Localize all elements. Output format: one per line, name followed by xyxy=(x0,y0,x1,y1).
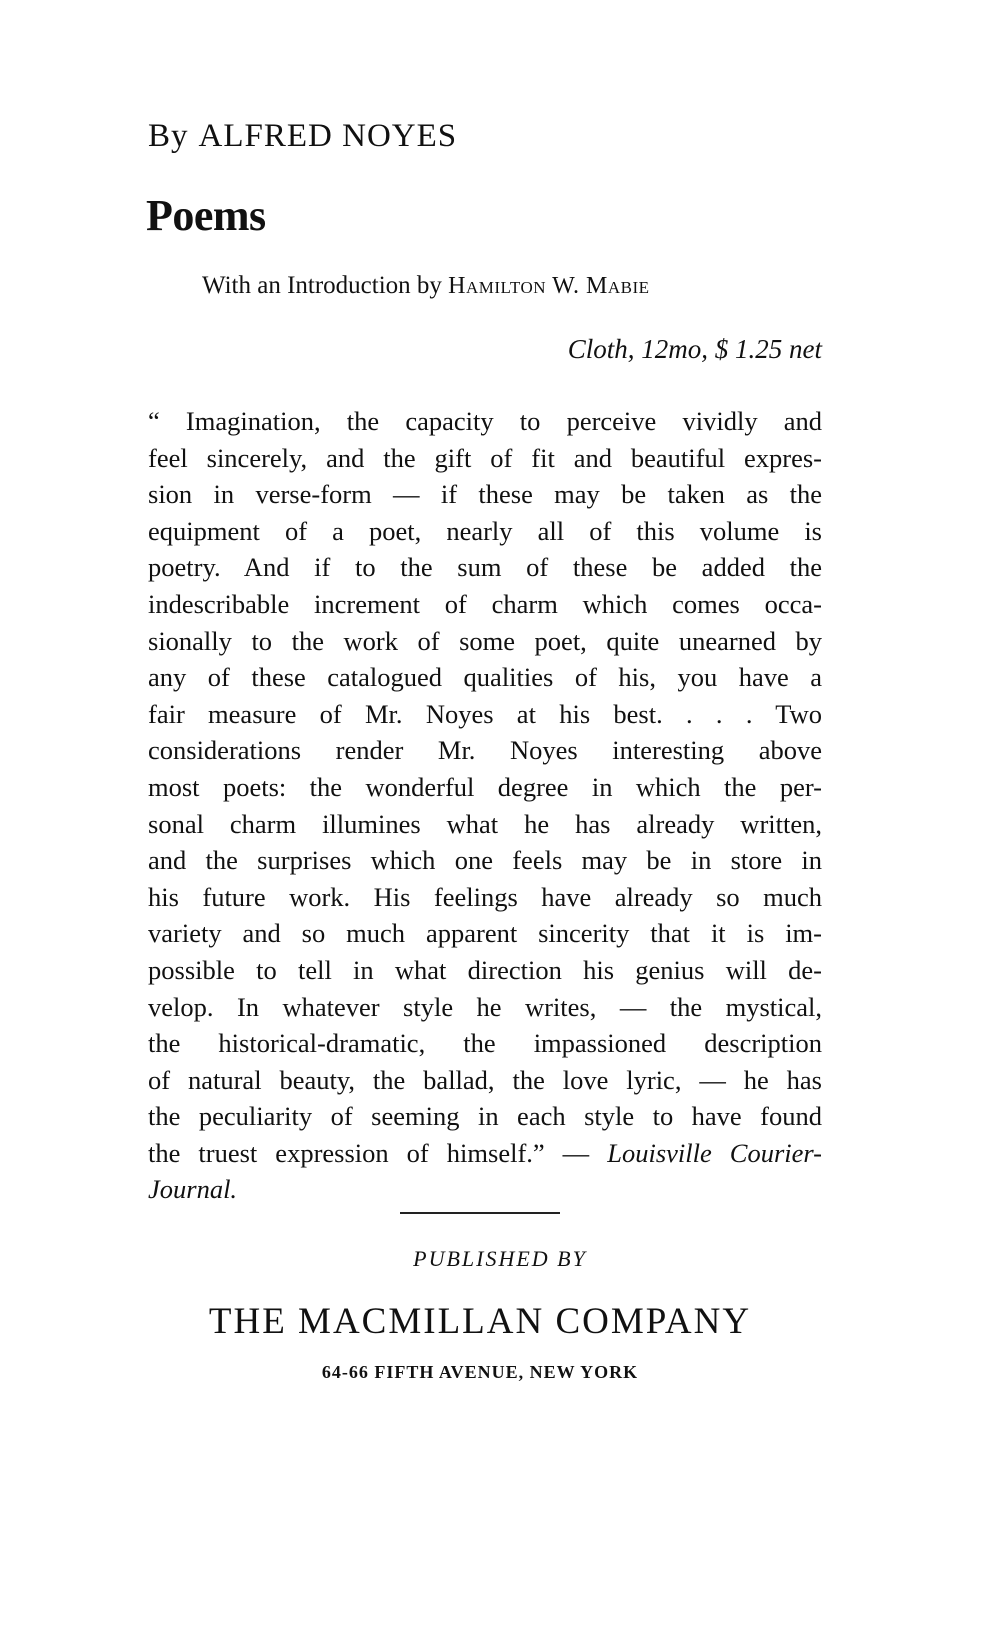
quote-line: sion in verse-form — if these may be taken as the xyxy=(148,479,822,510)
quote-line: “ Imagination, the capacity to perceive vividly and xyxy=(148,406,822,436)
quote-line: fair measure of Mr. Noyes at his best. . . . Two xyxy=(148,698,822,729)
quote-line: poetry. And if to the sum of these be added the xyxy=(148,552,822,583)
published-by-label: PUBLISHED BY xyxy=(413,1246,587,1271)
quote-source: Louisville Courier- xyxy=(607,1137,822,1168)
introduction-line xyxy=(202,272,650,300)
author-name: ALFRED NOYES xyxy=(198,118,458,154)
quote-source-continued: Journal. xyxy=(148,1174,238,1205)
review-quote xyxy=(148,403,822,1208)
quote-line: feel sincerely, and the gift of fit and beautiful expres- xyxy=(148,442,822,473)
book-title: Poems xyxy=(146,191,266,240)
quote-line: his future work. His feelings have already so much xyxy=(148,881,822,912)
quote-line: equipment of a poet, nearly all of this volume is xyxy=(148,515,822,546)
quote-line: most poets: the wonderful degree in which the per- xyxy=(148,771,822,802)
intro-author: Hamilton W. Mabie xyxy=(448,273,650,299)
publisher-address: 64-66 FIFTH AVENUE, NEW YORK xyxy=(321,1362,639,1382)
quote-line: possible to tell in what direction his genius will de- xyxy=(148,954,822,985)
price-line: Cloth, 12mo, $ 1.25 net xyxy=(567,334,822,364)
divider xyxy=(400,1212,560,1214)
by-prefix: By xyxy=(148,118,189,154)
quote-line: considerations render Mr. Noyes interesting above xyxy=(148,735,822,766)
quote-line: sonal charm illumines what he has already written, xyxy=(148,808,822,839)
quote-line: the historical-dramatic, the impassioned description xyxy=(148,1028,822,1059)
quote-line: of natural beauty, the ballad, the love lyric, — he has xyxy=(148,1064,822,1095)
quote-line: and the surprises which one feels may be in store in xyxy=(148,845,822,876)
quote-line: variety and so much apparent sincerity that it is im- xyxy=(148,918,822,949)
author-byline xyxy=(148,118,457,155)
quote-line: indescribable increment of charm which comes occa- xyxy=(148,588,822,619)
publisher-name: THE MACMILLAN COMPANY xyxy=(208,1301,752,1342)
quote-line: any of these catalogued qualities of his, you have a xyxy=(148,662,822,693)
quote-line: the peculiarity of seeming in each style to have found xyxy=(148,1101,822,1132)
intro-prefix: With an Introduction by xyxy=(202,272,442,299)
quote-line: sionally to the work of some poet, quite unearned by xyxy=(148,625,822,656)
quote-line: velop. In whatever style he writes, — the mystical, xyxy=(148,991,822,1022)
closing-text: the truest expression of himself.” — xyxy=(148,1137,608,1168)
quote-closing-line xyxy=(148,1135,822,1172)
